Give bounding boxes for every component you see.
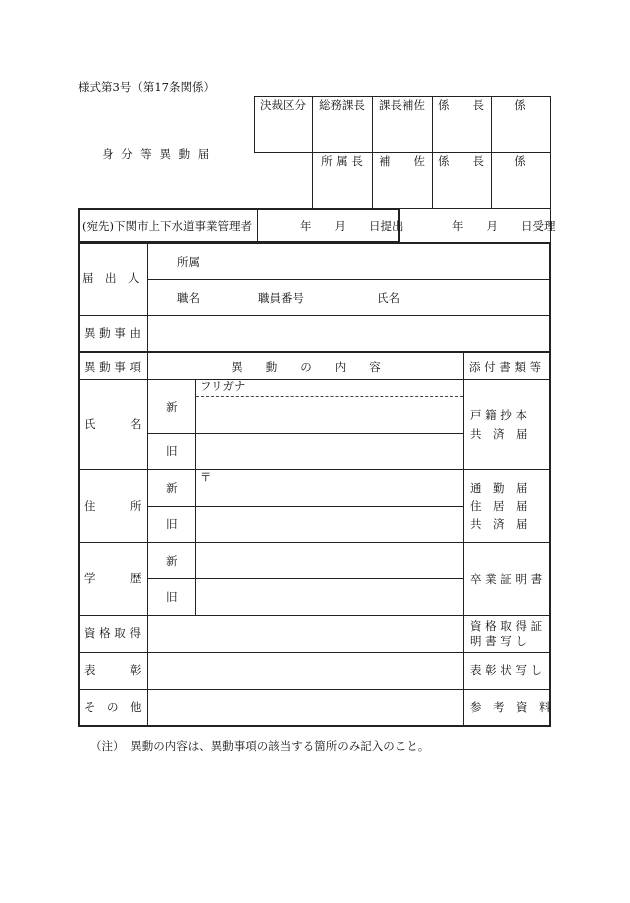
address-old-label: 旧: [166, 517, 178, 531]
address-old-input[interactable]: [197, 508, 462, 541]
education-old-input[interactable]: [197, 580, 462, 614]
staff-number-field[interactable]: 職員番号: [258, 291, 304, 305]
page-title: 身 分 等 異 動 届: [102, 147, 212, 161]
name-old-input[interactable]: [197, 435, 462, 468]
commendation-input[interactable]: [149, 654, 462, 688]
name-new-label: 新: [166, 400, 178, 414]
col-header-item: 異 動 事 項: [84, 360, 141, 374]
row-label-address: 住 所: [84, 499, 142, 513]
attach-qualification-1: 資 格 取 得 証: [470, 619, 543, 633]
approval-label-category: 決裁区分: [260, 98, 306, 112]
education-new-input[interactable]: [197, 544, 462, 577]
qualification-input[interactable]: [149, 617, 462, 651]
furigana-label: フリガナ: [200, 379, 246, 393]
attach-commute: 通 勤 届: [470, 481, 528, 495]
row-label-other: そ の 他: [84, 700, 142, 714]
attach-residence: 住 居 届: [470, 499, 528, 513]
approval-label-section-head-2: 係 長: [438, 154, 484, 168]
receipt-date[interactable]: 年 月 日受理: [452, 219, 556, 233]
approval-label-assistant-chief: 課長補佐: [379, 98, 425, 112]
row-label-qualification: 資 格 取 得: [84, 626, 141, 640]
col-header-attachments: 添 付 書 類 等: [469, 360, 542, 374]
approval-label-staff: 係: [514, 98, 526, 112]
other-input[interactable]: [149, 691, 462, 725]
name-old-label: 旧: [166, 444, 178, 458]
attach-koseki: 戸 籍 抄 本: [470, 408, 527, 422]
name-new-input[interactable]: [197, 398, 462, 432]
attach-graduation: 卒 業 証 明 書: [470, 572, 543, 586]
attach-kyosai-1: 共 済 届: [470, 427, 528, 441]
applicant-label: 届 出 人: [82, 271, 140, 285]
affiliation-field[interactable]: 所属: [177, 255, 200, 269]
approval-label-deputy: 補 佐: [379, 154, 425, 168]
approval-label-section-head: 係 長: [438, 98, 484, 112]
education-old-label: 旧: [166, 590, 178, 604]
education-new-label: 新: [166, 554, 178, 568]
attach-reference: 参 考 資 料: [470, 700, 551, 714]
approval-label-general-affairs-chief: 総務課長: [319, 98, 365, 112]
reason-input[interactable]: [149, 317, 549, 350]
footnote: （注） 異動の内容は、異動事項の該当する箇所のみ記入のこと。: [90, 739, 430, 753]
form-number: 様式第3号（第17条関係）: [78, 80, 215, 94]
postal-mark: 〒: [200, 470, 212, 484]
attach-kyosai-2: 共 済 届: [470, 517, 528, 531]
address-new-label: 新: [166, 481, 178, 495]
row-label-name: 氏 名: [84, 417, 142, 431]
attach-qualification-2: 明 書 写 し: [470, 634, 527, 648]
name-field[interactable]: 氏名: [377, 291, 400, 305]
approval-label-dept-head: 所 属 長: [321, 154, 363, 168]
addressee-to: (宛先)下関市上下水道事業管理者: [82, 219, 252, 233]
approval-label-staff-2: 係: [514, 154, 526, 168]
attach-commendation: 表 彰 状 写 し: [470, 663, 543, 677]
row-label-education: 学 歴: [84, 571, 142, 585]
position-field[interactable]: 職名: [177, 291, 200, 305]
address-new-input[interactable]: [197, 471, 462, 505]
row-label-commendation: 表 彰: [84, 663, 142, 677]
reason-label: 異 動 事 由: [84, 326, 141, 340]
submit-date[interactable]: 年 月 日提出: [300, 219, 404, 233]
col-header-content: 異 動 の 内 容: [231, 360, 381, 374]
